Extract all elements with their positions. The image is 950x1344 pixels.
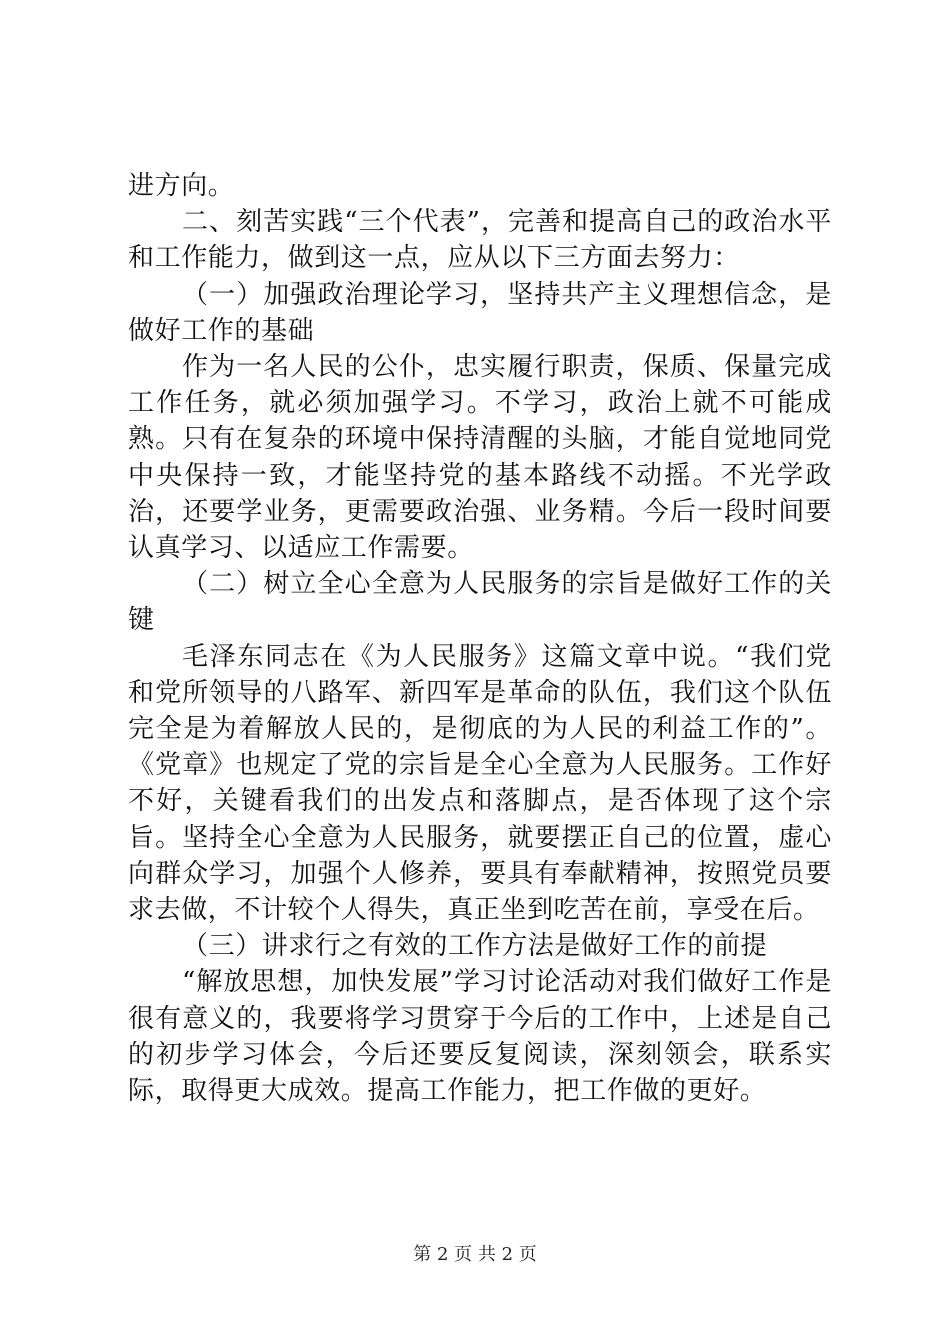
paragraph-study: 作为一名人民的公仆，忠实履行职责，保质、保量完成工作任务，就必须加强学习。不学习，政治上就不可能成熟。只有在复杂的环境中保持清醒的头脑，才能自觉地同党中央保持一致，才能坚持党的基本路线不动摇。不光学政治，还要学业务，更需要政治强、业务精。今后一段时间要认真学习、以适应工作需要。	[128, 352, 832, 564]
page-number-footer: 第 2 页 共 2 页	[413, 1244, 537, 1265]
paragraph-conclusion: “解放思想，加快发展”学习讨论活动对我们做好工作是很有意义的，我要将学习贯穿于今后的工作中，上述是自己的初步学习体会，今后还要反复阅读，深刻领会，联系实际，取得更大成效。提高工作能力，把工作做的更好。	[128, 967, 832, 1107]
subheading-two: （二）树立全心全意为人民服务的宗旨是做好工作的关键	[128, 569, 832, 636]
paragraph-continuation: 进方向。	[128, 171, 235, 201]
document-body	[128, 168, 832, 1109]
subheading-three: （三）讲求行之有效的工作方法是做好工作的前提	[182, 931, 768, 962]
paragraph-section-two: 二、刻苦实践“三个代表”，完善和提高自己的政治水平和工作能力，做到这一点，应从以下三方面去努力：	[128, 207, 832, 274]
paragraph-serve-people: 毛泽东同志在《为人民服务》这篇文章中说。“我们党和党所领导的八路军、新四军是革命的队伍，我们这个队伍完全是为着解放人民的，是彻底的为人民的利益工作的”。《党章》也规定了党的宗旨是全心全意为人民服务。工作好不好，关键看我们的出发点和落脚点，是否体现了这个宗旨。坚持全心全意为人民服务，就要摆正自己的位置，虚心向群众学习，加强个人修养，要具有奉献精神，按照党员要求去做，不计较个人得失，真正坐到吃苦在前，享受在后。	[128, 641, 832, 926]
subheading-one: （一）加强政治理论学习，坚持共产主义理想信念，是做好工作的基础	[128, 279, 832, 346]
